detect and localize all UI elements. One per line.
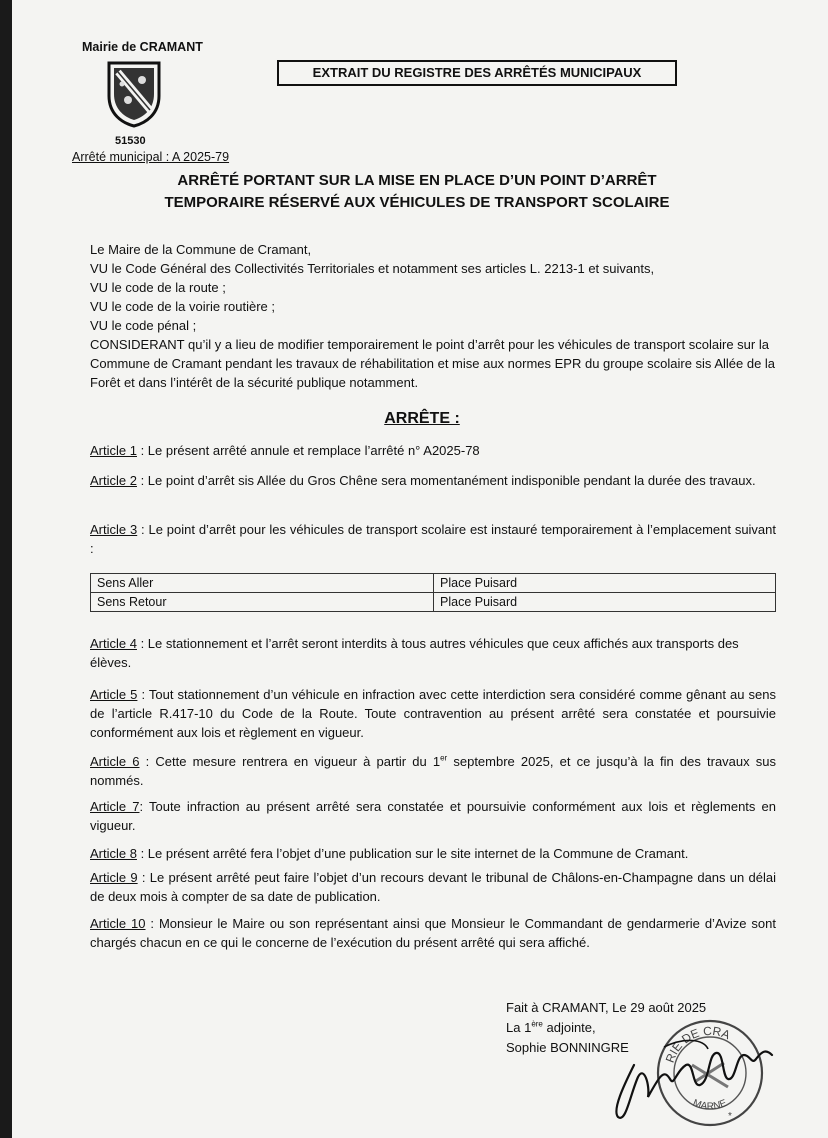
article-10 [90, 914, 776, 952]
signature-place-date: Fait à CRAMANT, Le 29 août 2025 [506, 1000, 707, 1015]
handwritten-signature-icon [604, 1025, 784, 1125]
article-2-text: : Le point d’arrêt sis Allée du Gros Chêne sera momentanément indisponible pendant la durée des travaux. [136, 473, 756, 488]
article-1-text: : Le présent arrêté annule et remplace l’arrêté n° A2025-78 [136, 443, 480, 458]
table-cell-direction: Sens Retour [91, 593, 434, 612]
article-5-text: : Tout stationnement d’un véhicule en infraction avec cette interdiction sera considéré comme gênant au sens de l’article R.417-10 du Code de la Route. Toute contravention au présent arrêté sera constatée et poursuivie conformément aux lois et règlement en vigueur. [90, 687, 776, 740]
article-8-label: Article 8 [90, 846, 137, 861]
article-10-label: Article 10 [90, 916, 146, 931]
preamble-vu-code-route: VU le code de la route ; [90, 280, 226, 295]
table-row [91, 574, 776, 593]
table-cell-place: Place Puisard [434, 574, 776, 593]
article-6 [90, 752, 776, 790]
signature-role: La 1ère adjointe, [506, 1019, 596, 1035]
preamble-vu-penal: VU le code pénal ; [90, 318, 197, 333]
article-7 [90, 797, 776, 835]
article-4-label: Article 4 [90, 636, 137, 651]
stamp-text-top: RIE DE CRA [662, 1023, 733, 1065]
preamble-vu-cgct: VU le Code Général des Collectivités Territoriales et notamment ses articles L. 2213-1 et suivants, [90, 261, 655, 276]
article-6-text-b: septembre 2025, et ce jusqu’à la fin des travaux sus nommés. [90, 754, 777, 788]
article-6-label: Article 6 [90, 754, 140, 769]
article-4-text: : Le stationnement et l’arrêt seront interdits à tous autres véhicules que ceux affichés aux transports des élèves. [90, 636, 739, 670]
article-3-label: Article 3 [90, 522, 138, 537]
table-row [91, 593, 776, 612]
svg-text:*: * [728, 1111, 732, 1122]
postcode: 51530 [115, 135, 146, 147]
table-cell-place: Place Puisard [434, 593, 776, 612]
preamble-vu-voirie: VU le code de la voirie routière ; [90, 299, 275, 314]
article-7-text: : Toute infraction au présent arrêté sera constatée et poursuivie conformément aux lois et règlements en vigueur. [90, 799, 777, 833]
article-10-text: : Monsieur le Maire ou son représentant ainsi que Monsieur le Commandant de gendarmerie d’Avize sont chargés chacun en ce qui le concerne de l’exécution du présent arrêté qui sera affiché. [90, 916, 776, 950]
article-9-text: : Le présent arrêté peut faire l’objet d’un recours devant le tribunal de Châlons-en-Champagne dans un délai de deux mois à compter de sa date de publication. [90, 870, 776, 904]
document-page [12, 0, 828, 1138]
article-9 [90, 868, 776, 906]
preamble-considerant: CONSIDERANT qu’il y a lieu de modifier temporairement le point d’arrêt pour les véhicules de transport scolaire sur la Commune de Cramant pendant les travaux de réhabilitation et mise aux normes EPR du groupe scolaire sis Allée de la Forêt et dans l’intérêt de la sécurité publique notamment. [90, 337, 776, 390]
article-8 [90, 844, 776, 863]
article-1 [90, 441, 776, 460]
article-9-label: Article 9 [90, 870, 138, 885]
article-7-label: Article 7 [90, 799, 140, 814]
mairie-name: Mairie de CRAMANT [82, 40, 203, 54]
register-title: EXTRAIT DU REGISTRE DES ARRÊTÉS MUNICIPAUX [277, 60, 677, 86]
article-3-text: : Le point d’arrêt pour les véhicules de transport scolaire est instauré temporairement à l’emplacement suivant : [90, 522, 777, 556]
article-8-text: : Le présent arrêté fera l’objet d’une publication sur le site internet de la Commune de Cramant. [136, 846, 689, 861]
article-4 [90, 634, 776, 672]
table-cell-direction: Sens Aller [91, 574, 434, 593]
title-line-2: TEMPORAIRE RÉSERVÉ AUX VÉHICULES DE TRANSPORT SCOLAIRE [164, 194, 670, 211]
bus-stop-table [90, 573, 776, 612]
signature-name: Sophie BONNINGRE [506, 1040, 629, 1055]
article-2 [90, 471, 776, 490]
article-5 [90, 685, 776, 742]
article-3 [90, 520, 776, 558]
article-5-label: Article 5 [90, 687, 138, 702]
coat-of-arms-icon [106, 60, 162, 128]
article-6-text-a: : Cette mesure rentrera en vigueur à partir du 1 [139, 754, 441, 769]
arrete-number: Arrêté municipal : A 2025-79 [72, 150, 230, 164]
document-title [72, 170, 762, 214]
article-6-sup: er [440, 753, 448, 763]
title-line-1: ARRÊTÉ PORTANT SUR LA MISE EN PLACE D’UN POINT D’ARRÊT [177, 172, 657, 189]
article-2-label: Article 2 [90, 473, 137, 488]
preamble-maire: Le Maire de la Commune de Cramant, [90, 242, 312, 257]
stamp-text-bottom: MARNE [691, 1097, 729, 1113]
article-1-label: Article 1 [90, 443, 137, 458]
arrete-heading: ARRÊTE : [384, 410, 460, 427]
